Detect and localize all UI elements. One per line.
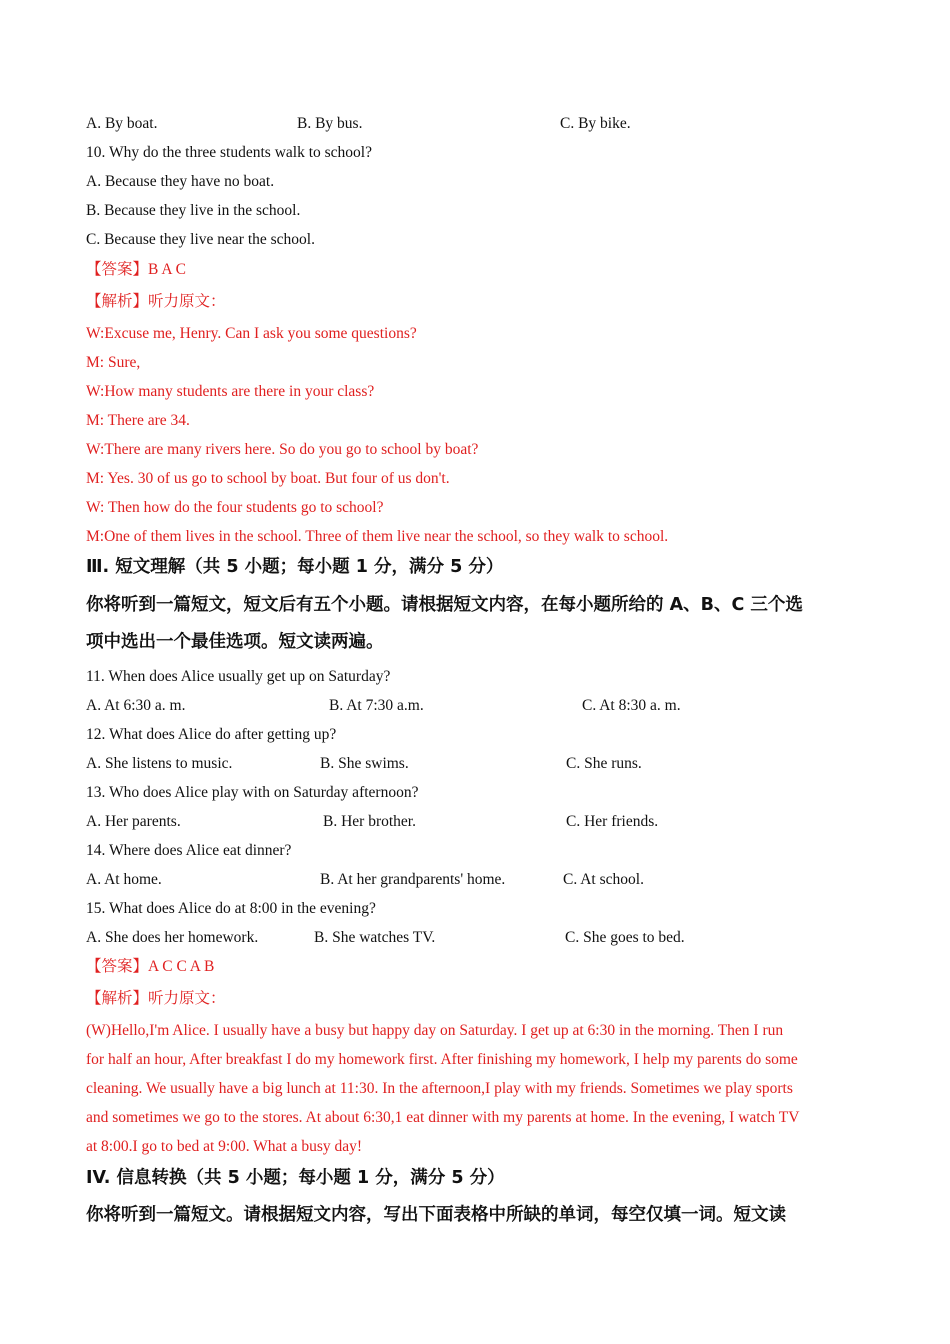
q14-option-c: C. At school.: [563, 871, 644, 888]
q12-option-c: C. She runs.: [566, 755, 642, 772]
section2-analysis-label: 【解析】听力原文：: [86, 293, 226, 310]
q11-option-b: B. At 7:30 a.m.: [329, 697, 424, 714]
q13-option-c: C. Her friends.: [566, 813, 659, 830]
q15-question: 15. What does Alice do at 8:00 in the evening?: [86, 900, 376, 917]
transcript-line: W:There are many rivers here. So do you go to school by boat?: [86, 441, 479, 458]
q14-option-b: B. At her grandparents' home.: [320, 871, 506, 888]
section4-heading: IV. 信息转换（共 5 小题；每小题 1 分，满分 5 分）: [86, 1168, 505, 1188]
q12-question: 12. What does Alice do after getting up?: [86, 726, 337, 743]
transcript-line: (W)Hello,I'm Alice. I usually have a busy but happy day on Saturday. I get up at 6:30 in the morning. Then I run: [86, 1022, 784, 1039]
q10-option-a: A. Because they have no boat.: [86, 173, 275, 190]
transcript-line: cleaning. We usually have a big lunch at 11:30. In the afternoon,I play with my friends. Sometimes we play sports: [86, 1080, 793, 1097]
transcript-line: W:How many students are there in your class?: [86, 383, 375, 400]
transcript-line: for half an hour, After breakfast I do my homework first. After finishing my homework, I help my parents do some: [86, 1051, 798, 1068]
q10-question: 10. Why do the three students walk to school?: [86, 144, 372, 161]
section3-answer: [86, 957, 214, 977]
transcript-line: and sometimes we go to the stores. At about 6:30,1 eat dinner with my parents at home. In the evening, I watch TV: [86, 1109, 800, 1126]
answer-value: A C C A B: [148, 958, 215, 975]
transcript-line: M: Yes. 30 of us go to school by boat. But four of us don't.: [86, 470, 450, 487]
q9-option-a: A. By boat.: [86, 115, 158, 132]
transcript-line: M: Sure,: [86, 354, 141, 371]
q15-option-a: A. She does her homework.: [86, 929, 259, 946]
section3-instruction-line1: 你将听到一篇短文，短文后有五个小题。请根据短文内容，在每小题所给的 A、B、C 三个选: [86, 595, 803, 615]
answer-label: 【答案】: [86, 958, 149, 975]
transcript-line: at 8:00.I go to bed at 9:00. What a busy day!: [86, 1138, 363, 1155]
answer-label: 【答案】: [86, 261, 149, 278]
q10-option-c: C. Because they live near the school.: [86, 231, 315, 248]
section4-instruction-line1: 你将听到一篇短文。请根据短文内容，写出下面表格中所缺的单词，每空仅填一词。短文读: [86, 1205, 786, 1225]
q9-option-c: C. By bike.: [560, 115, 631, 132]
q13-question: 13. Who does Alice play with on Saturday afternoon?: [86, 784, 419, 801]
q11-option-c: C. At 8:30 a. m.: [582, 697, 681, 714]
q12-option-a: A. She listens to music.: [86, 755, 233, 772]
q11-question: 11. When does Alice usually get up on Saturday?: [86, 668, 391, 685]
q10-option-b: B. Because they live in the school.: [86, 202, 301, 219]
transcript-line: M:One of them lives in the school. Three of them live near the school, so they walk to school.: [86, 528, 669, 545]
q15-option-c: C. She goes to bed.: [565, 929, 685, 946]
answer-value: B A C: [148, 261, 186, 278]
q14-option-a: A. At home.: [86, 871, 162, 888]
section3-analysis-label: 【解析】听力原文：: [86, 990, 226, 1007]
section2-answer: [86, 260, 186, 280]
q13-option-a: A. Her parents.: [86, 813, 181, 830]
transcript-line: W: Then how do the four students go to school?: [86, 499, 384, 516]
transcript-line: M: There are 34.: [86, 412, 190, 429]
transcript-line: W:Excuse me, Henry. Can I ask you some questions?: [86, 325, 417, 342]
section3-instruction-line2: 项中选出一个最佳选项。短文读两遍。: [86, 632, 384, 652]
q11-option-a: A. At 6:30 a. m.: [86, 697, 186, 714]
q12-option-b: B. She swims.: [320, 755, 409, 772]
q9-option-b: B. By bus.: [297, 115, 363, 132]
q15-option-b: B. She watches TV.: [314, 929, 436, 946]
q14-question: 14. Where does Alice eat dinner?: [86, 842, 292, 859]
section3-heading: Ⅲ. 短文理解（共 5 小题；每小题 1 分，满分 5 分）: [86, 557, 504, 577]
q13-option-b: B. Her brother.: [323, 813, 416, 830]
